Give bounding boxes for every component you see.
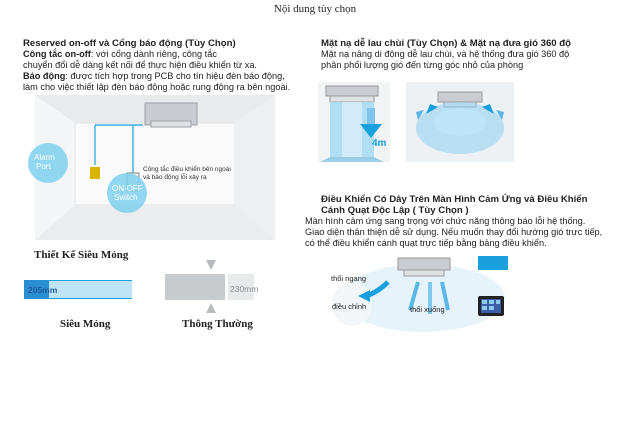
normal-dim-label: 230mm xyxy=(230,284,259,294)
arrow-down-icon xyxy=(206,260,216,270)
thin-dim-label: 205mm xyxy=(28,285,58,295)
thin-unit xyxy=(49,280,132,299)
switch-label-2: Switch xyxy=(114,193,138,202)
reserved-line2: chuyển đổi dễ dàng kết nối để thực hiện điều khiển từ xa. xyxy=(23,60,257,70)
touch-title-2: Cánh Quạt Độc Lập ( Tùy Chọn ) xyxy=(321,205,469,216)
alarm-label-2: Port xyxy=(36,162,51,171)
height-label: 4m xyxy=(372,138,387,149)
reserved-title: Reserved on-off và Cổng báo động (Tùy Chọn) xyxy=(23,38,236,49)
label-adjust: điều chỉnh xyxy=(332,302,367,311)
page-header: Nội dung tùy chọn xyxy=(273,3,357,15)
touch-title-1: Điều Khiển Có Dây Trên Màn Hình Cảm Ứng và Điều Khiển xyxy=(321,194,588,205)
label-down: thổi xuống xyxy=(410,305,445,314)
mask-title: Mặt nạ dễ lau chùi (Tùy Chọn) & Mặt nạ đưa gió 360 độ xyxy=(321,38,572,49)
reserved-line1: Công tắc on-off: với cổng dành riêng, công tắc xyxy=(23,49,217,59)
touch-line3: có thể điều khiển cánh quạt trực tiếp bằng bảng điều khiển. xyxy=(305,238,547,248)
height-arrow-icon xyxy=(360,108,382,138)
switch-label-1: ON-OFF xyxy=(112,184,143,193)
touch-line1: Màn hình cảm ứng sang trọng với chức năng thông báo lỗi hệ thống. xyxy=(305,216,586,226)
normal-unit xyxy=(165,274,225,300)
mask-line2: phân phối lượng gió đến từng góc nhỏ của phòng xyxy=(321,60,524,70)
thin-label: Siêu Mỏng xyxy=(60,318,111,330)
airflow-360-illustration xyxy=(406,82,514,162)
normal-label: Thông Thường xyxy=(182,318,253,330)
reserved-line3: Báo động: được tích hợp trong PCB cho tín hiệu đèn báo động, xyxy=(23,71,285,81)
room-caption-2: và báo động lỗi xảy ra xyxy=(143,174,207,181)
reserved-line4: làm cho việc thiết lập đèn báo động hoặc rung động ra bên ngoài. xyxy=(23,82,291,92)
arrow-up-icon xyxy=(206,303,216,313)
room-caption-1: Công tắc điều khiển bên ngoài xyxy=(143,166,231,173)
alarm-label-1: Alarm xyxy=(34,153,55,162)
blue-tab xyxy=(478,256,508,270)
mask-line1: Mặt nạ nâng di động dễ lau chùi, và hệ thống đưa gió 360 độ xyxy=(321,49,570,59)
touch-line2: Giao diện thân thiện dễ sử dụng. Nếu muốn thay đổi hướng gió trực tiếp, xyxy=(305,227,603,237)
thin-title: Thiết Kế Siêu Mỏng xyxy=(34,249,129,261)
label-horizontal: thổi ngang xyxy=(331,274,367,283)
